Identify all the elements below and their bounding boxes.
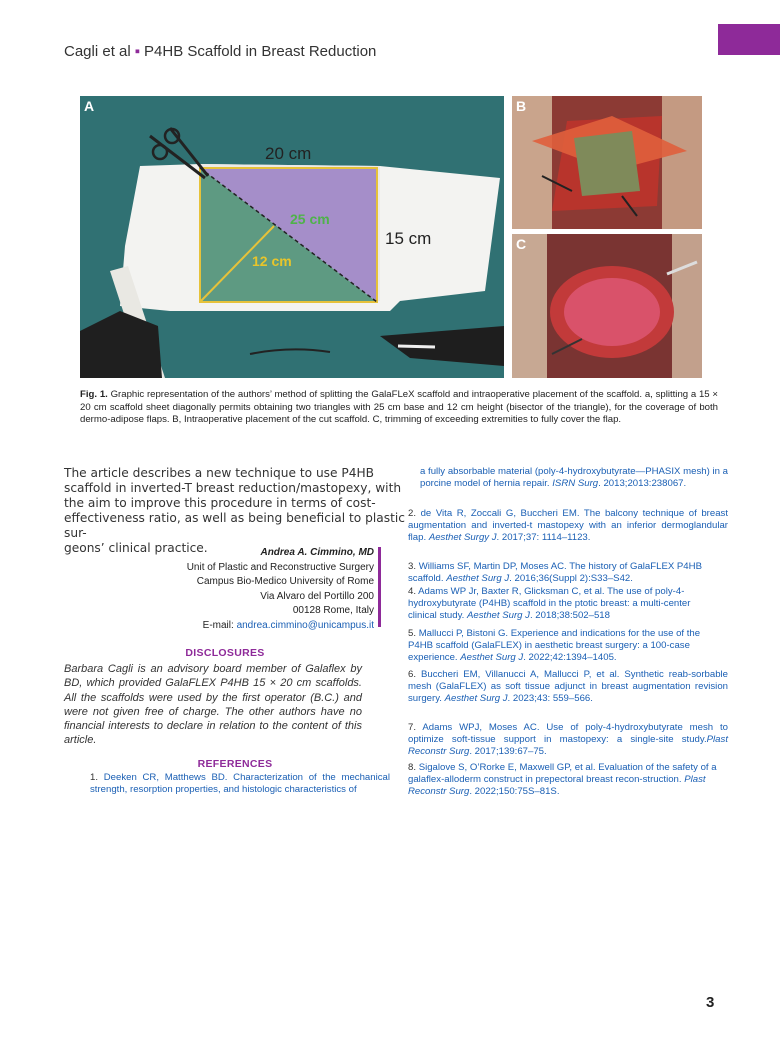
reference-number: 4. (408, 586, 417, 597)
reference-number: 2. (408, 508, 417, 519)
running-head-author: Cagli et al (64, 43, 131, 60)
figure-caption (80, 389, 718, 427)
reference-cite[interactable]: . 2017;139:67–75. (469, 746, 547, 758)
disclosures-text: Barbara Cagli is an advisory board member of Galaflex by BD, which provided GalaFLEX P4HB 15 × 20 cm scaffolds. All the scaffolds were used by the first operator (B.C.) and were not given free of charge. The other authors have no financial interests to declare in relation to the content of this article. (64, 663, 362, 747)
reference-cite[interactable]: . 2023;43: 559–566. (507, 693, 593, 705)
correspondence-block (150, 546, 374, 633)
running-head (64, 43, 376, 60)
panel-label-a: A (84, 98, 95, 114)
reference-6 (408, 669, 728, 706)
dim-label-20cm: 20 cm (265, 144, 312, 163)
reference-number: 1. (90, 772, 99, 783)
correspondence-line2: Campus Bio-Medico University of Rome (196, 576, 374, 587)
reference-text[interactable]: de Vita R, Zoccali G, Buccheri EM. The balcony technique of breast augmentation and inverted-t mastopexy with an inferior dermoglandular flap. (408, 508, 729, 544)
dim-label-12cm: 12 cm (252, 253, 292, 269)
reference-cite[interactable]: . 2022;42:1394–1405. (523, 652, 617, 664)
reference-cite[interactable]: . 2016;36(Suppl 2):S33–S42. (509, 573, 633, 585)
email-label: E-mail: (202, 619, 237, 631)
reference-5 (408, 628, 718, 665)
reference-3 (408, 561, 718, 585)
reference-1 (90, 772, 390, 796)
caption-text: Graphic representation of the authors’ method of splitting the GalaFLeX scaffold and intraoperative placement of the scaffold. a, splitting a 15 × 20 cm scaffold sheet diagonally permits obtaining two triangles with 25 cm base and 12 cm height (bisector of the triangle), for the coverage of both dermo-adipose flaps. B, Intraoperative placement of the cut scaffold. C, trimming of exceeding extremities to fully cover the flap. (80, 389, 719, 426)
reference-cite[interactable]: . 2017;37: 1114–1123. (496, 532, 591, 544)
correspondence-email-line (150, 619, 374, 634)
reference-journal[interactable]: Aesthet Surg J (460, 652, 524, 664)
reference-2 (408, 508, 728, 545)
reference-cite[interactable]: . 2013;2013:238067. (598, 478, 687, 490)
panel-label-b: B (516, 98, 527, 114)
running-head-separator: ▪ (134, 43, 141, 60)
reference-number: 7. (408, 722, 417, 733)
disclosures-heading: DISCLOSURES (185, 647, 265, 659)
reference-text[interactable]: Adams WPJ, Moses AC. Use of poly-4-hydroxybutyrate mesh to optimize soft-tissue support in mastopexy: a single-site study. (408, 722, 728, 746)
reference-journal[interactable]: Plast Reconstr Surg (408, 774, 706, 798)
reference-journal[interactable]: Aesthet Surg J (467, 610, 530, 622)
reference-text[interactable]: Buccheri EM, Villanucci A, Mallucci P, et al. Synthetic reab-sorbable mesh (GalaFLEX) as soft tissue adjunct in breast augmentation revision surgery. (408, 669, 728, 705)
dim-label-25cm: 25 cm (290, 211, 330, 227)
dim-label-15cm: 15 cm (385, 229, 432, 248)
correspondence-line3: Via Alvaro del Portillo 200 (260, 590, 374, 602)
running-head-title: P4HB Scaffold in Breast Reduction (144, 43, 377, 60)
page-number: 3 (706, 994, 715, 1011)
caption-label: Fig. 1. (80, 389, 108, 400)
reference-1-continued (420, 466, 728, 490)
reference-journal[interactable]: Aesthet Surg J (446, 573, 510, 585)
panel-a-illustration (80, 96, 504, 378)
reference-journal[interactable]: Aesthet Surg J (444, 693, 508, 705)
reference-4 (408, 586, 718, 623)
reference-cite[interactable]: . 2018;38:502–518 (529, 610, 610, 622)
figure-panel-c (512, 234, 702, 378)
reference-text[interactable]: Williams SF, Martin DP, Moses AC. The history of GalaFLEX P4HB scaffold. (408, 561, 702, 585)
reference-journal[interactable]: ISRN Surg (552, 478, 599, 490)
reference-number: 6. (408, 669, 417, 680)
figure-panel-a (80, 96, 504, 378)
section-tab (718, 24, 780, 55)
correspondence-bar (378, 547, 381, 627)
references-heading: REFERENCES (197, 758, 273, 770)
panel-c-photo (512, 234, 702, 378)
reference-number: 3. (408, 561, 417, 572)
reference-8 (408, 762, 718, 799)
reference-number: 5. (408, 628, 417, 639)
reference-journal[interactable]: Plast Reconstr Surg (408, 734, 728, 758)
reference-7 (408, 722, 728, 759)
email-link[interactable]: andrea.cimmino@unicampus.it (236, 619, 374, 631)
correspondence-line1: Unit of Plastic and Reconstructive Surgery (186, 561, 374, 573)
reference-journal[interactable]: Aesthet Surgy J (428, 532, 497, 544)
correspondence-name: Andrea A. Cimmino, MD (260, 547, 374, 558)
reference-text[interactable]: Sigalove S, O’Rorke E, Maxwell GP, et al. Evaluation of the safety of a galaflex-alloderm construct in prepectoral breast recon-struction. (408, 762, 717, 786)
figure-panel-b (512, 96, 702, 229)
abstract-text: The article describes a new technique to use P4HB scaffold in inverted-T breast reduction/mastopexy, with the aim to improve this procedure in terms of cost- effectiveness ratio, as well as being beneficial to plastic sur- geons’ clinical practice. (64, 466, 405, 555)
reference-text[interactable]: Mallucci P, Bistoni G. Experience and indications for the use of the P4HB scaffold (GalaFLEX) in aesthetic breast surgery: a 100-case experience. (408, 628, 701, 664)
panel-b-photo (512, 96, 702, 229)
reference-cite[interactable]: . 2022;150:75S–81S. (469, 786, 560, 798)
reference-number: 8. (408, 762, 417, 773)
reference-text[interactable]: Adams WP Jr, Baxter R, Glicksman C, et al. The use of poly-4-hydroxybutyrate (P4HB) scaffold in the ptotic breast: a multi-center clinical study. (408, 586, 691, 622)
reference-text[interactable]: Deeken CR, Matthews BD. Characterization of the mechanical strength, resorption properties, and histologic characteristics of (90, 772, 390, 796)
correspondence-line4: 00128 Rome, Italy (292, 605, 374, 616)
reference-text-continued[interactable]: a fully absorbable material (poly-4-hydroxybutyrate—PHASIX mesh) in a porcine model of hernia repair. (420, 466, 728, 490)
panel-label-c: C (516, 236, 527, 252)
